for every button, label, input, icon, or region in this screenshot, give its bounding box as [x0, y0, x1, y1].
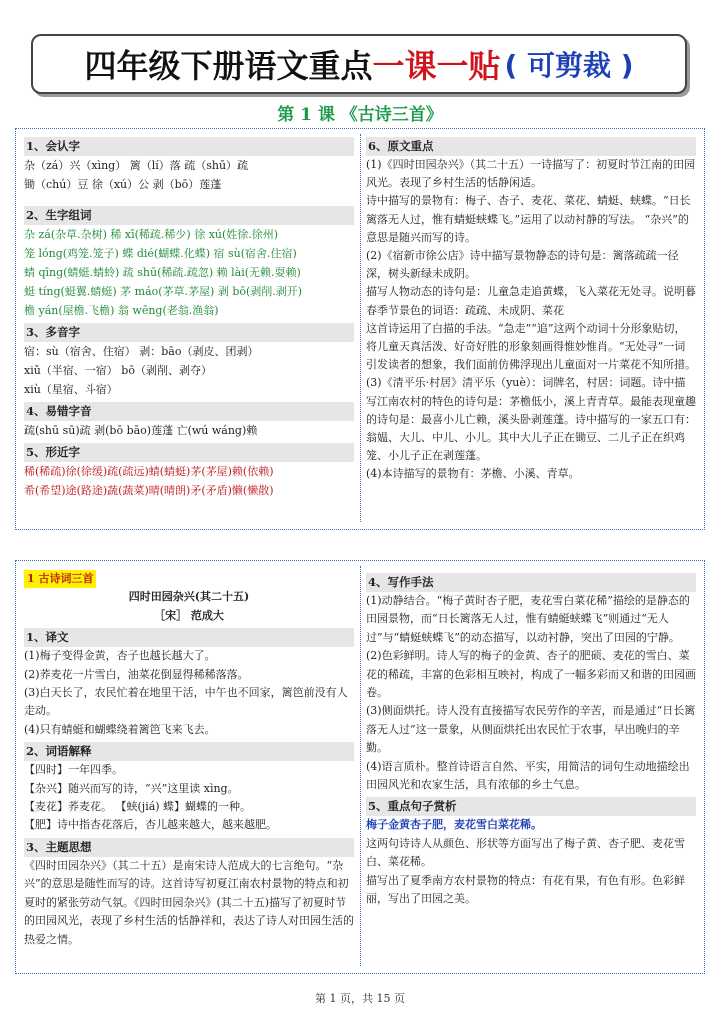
section-heading: 5、重点句子赏析	[366, 797, 696, 816]
page-title-box	[31, 34, 687, 94]
section-heading: 5、形近字	[24, 443, 354, 462]
paragraph: (2)《宿新市徐公店》诗中描写景物静态的诗句是：篱落疏疏一径深，树头新绿未成阴。	[366, 249, 679, 281]
text-line: 檐 yán(屋檐.飞檐) 翁 wēng(老翁.渔翁)	[24, 304, 219, 317]
panel-two-right	[366, 570, 696, 909]
section-heading: 1、会认字	[24, 137, 354, 156]
paragraph: (3)白天长了，农民忙着在地里干活，中午也不回家，篱笆前没有人走动。	[24, 686, 348, 718]
paragraph: (4)本诗描写的景物有：茅檐、小溪、青草。	[366, 467, 580, 481]
text-line: 希(希望)途(路途)蔬(蔬菜)晴(晴朗)矛(矛盾)懒(懒散)	[24, 484, 274, 497]
paragraph: 【肥】诗中指杏花落后，杏儿越来越大，越来越肥。	[24, 818, 277, 832]
text-line: 杂 zá(杂草.杂树) 稀 xī(稀疏.稀少) 徐 xú(姓徐.徐州)	[24, 228, 279, 241]
paragraph: 【四时】一年四季。	[24, 763, 123, 777]
page-footer: 第 1 页，共 15 页	[315, 992, 405, 1005]
text-line: 蜻 qīng(蜻蜓.蜻蛉) 疏 shū(稀疏.疏忽) 赖 lài(无赖.耍赖)	[24, 266, 301, 279]
text-line: 稀(稀疏)徐(徐缓)疏(疏远)蜻(蜻蜓)茅(茅屋)赖(依赖)	[24, 465, 274, 478]
paragraph: 《四时田园杂兴》（其二十五）是南宋诗人范成大的七言绝句。“杂兴”的意思是随性而写的诗。这首诗写初夏江南农村景物的特点和初夏时的紧张劳动气氛。《四时田园杂兴》(其二十五)描写了初夏时节的田园风光，表现了乡村生活的恬静祥和，表达了诗人对田园生活的热爱之情。	[24, 858, 354, 946]
paragraph: (1)梅子变得金黄，杏子也越长越大了。	[24, 649, 216, 663]
paragraph: 描写出了夏季南方农村景物的特点：有花有果，有色有形。色彩鲜丽，写出了田园之美。	[366, 873, 685, 906]
title-blue: ( 可剪裁 )	[504, 49, 634, 82]
poem-title: 四时田园杂兴(其二十五)	[128, 590, 250, 604]
text-line: 宿：sù（宿舍、住宿） 剥：bāo（剥皮、团剥）	[24, 345, 259, 358]
title-red: 一课一贴	[372, 47, 501, 85]
text-line: xiù（星宿、斗宿）	[24, 383, 118, 396]
panel-two-divider	[360, 566, 361, 966]
paragraph: 这两句诗诗人从颜色、形状等方面写出了梅子黄、杏子肥、麦花雪白、菜花稀。	[366, 836, 685, 869]
text-line: 蜓 tíng(蜓翼.蜻蜓) 茅 máo(茅草.茅屋) 剥 bō(剥削.剥开)	[24, 285, 303, 298]
section-heading: 6、原文重点	[366, 137, 696, 156]
section-heading: 2、词语解释	[24, 742, 354, 761]
paragraph: 【麦花】荞麦花。 【蛱(jiá) 蝶】蝴蝶的一种。	[24, 800, 252, 814]
paragraph: (2)色彩鲜明。诗人写的梅子的金黄、杏子的肥硕、麦花的雪白、菜花的稀疏，丰富的色彩相互映衬，构成了一幅多彩而又和谐的田园画卷。	[366, 649, 696, 700]
panel-one-right	[366, 134, 696, 484]
section-heading: 3、主题思想	[24, 838, 354, 857]
section-heading: 1、译文	[24, 628, 354, 647]
title-black: 四年级下册语文重点	[84, 47, 373, 85]
panel-two-left	[24, 570, 354, 949]
paragraph: (4)语言质朴。整首诗语言自然、平实，用简洁的词句生动地描绘出田园风光和农家生活，具有浓郁的乡土气息。	[366, 759, 690, 792]
paragraph: (1)《四时田园杂兴》（其二十五）一诗描写了：初夏时节江南的田园风光。表现了乡村生活的恬静闲适。	[366, 158, 696, 190]
text-line: xiǔ（半宿、一宿） bō（剥削、剥夺）	[24, 364, 212, 377]
paragraph: (4)只有蜻蜓和蝴蝶绕着篱笆飞来飞去。	[24, 722, 216, 736]
text-line: 疏(shū sū)疏 剥(bō bāo)莲蓬 亡(wú wáng)赖	[24, 424, 258, 437]
paragraph: (3)侧面烘托。诗人没有直接描写农民劳作的辛苦，而是通过“日长篱落无人过”这一景象，从侧面烘托出农民忙于农事，早出晚归的辛勤。	[366, 704, 696, 755]
paragraph: (3)《清平乐·村居》清平乐（yuè）：词牌名，村居：词题。诗中描写江南农村的特色的诗句是：茅檐低小，溪上青青草。最能表现童趣的诗句是：最喜小儿亡赖，溪头卧剥莲蓬。诗中描写的一家五口有：翁媪、大儿、中儿、小儿。其中大儿子正在锄豆、二儿子正在织鸡笼、小儿子正在剥莲蓬。	[366, 376, 696, 463]
section-heading: 4、写作手法	[366, 573, 696, 592]
lesson-tag: 1 古诗词三首	[24, 570, 96, 588]
poem-author: ［宋］ 范成大	[154, 608, 224, 622]
paragraph: 【杂兴】随兴而写的诗，“兴”这里读 xìng。	[24, 781, 239, 795]
key-sentence: 梅子金黄杏子肥，麦花雪白菜花稀。	[366, 818, 542, 832]
lesson-title: 第 1 课 《古诗三首》	[277, 105, 443, 125]
panel-one-divider	[360, 134, 361, 522]
paragraph: (1)动静结合。“梅子黄时杏子肥，麦花雪白菜花稀”描绘的是静态的田园景物，而“日长篱落无人过，惟有蜻蜓蛱蝶飞”则通过“无人过”与“蜻蜓蛱蝶飞”的动态描写，以动衬静，突出了田园的宁静。	[366, 594, 690, 644]
text-line: 锄（chú）豆 徐（xú）公 剥（bō）莲蓬	[24, 178, 222, 191]
paragraph: 这首诗运用了白描的手法。“急走”“追”这两个动词十分形象贴切，将儿童天真活泼、好奇好胜的形象刻画得惟妙惟肖。“无处寻”一词引发读者的想象，我们面前仿佛浮现出儿童面对一片菜花不知所措。	[366, 321, 696, 372]
paragraph: 诗中描写的景物有：梅子、杏子、麦花、菜花、蜻蜓、蛱蝶。“日长篱落无人过，惟有蜻蜓蛱蝶飞。”运用了以动衬静的写法。 “杂兴”的意思是随兴而写的诗。	[366, 194, 691, 244]
section-heading: 4、易错字音	[24, 402, 354, 421]
section-heading: 3、多音字	[24, 323, 354, 342]
paragraph: 描写人物动态的诗句是：儿童急走追黄蝶，飞入菜花无处寻。说明暮春季节景色的词语：疏疏、未成阴、菜花	[366, 285, 696, 317]
panel-one-left	[24, 134, 354, 500]
text-line: 杂（zá）兴（xìng） 篱（lí）落 疏（shū）疏	[24, 159, 249, 172]
section-heading: 2、生字组词	[24, 206, 354, 225]
paragraph: (2)荞麦花一片雪白，油菜花倒显得稀稀落落。	[24, 667, 249, 681]
text-line: 笼 lóng(鸡笼.笼子) 蝶 dié(蝴蝶.化蝶) 宿 sù(宿舍.住宿)	[24, 247, 297, 260]
